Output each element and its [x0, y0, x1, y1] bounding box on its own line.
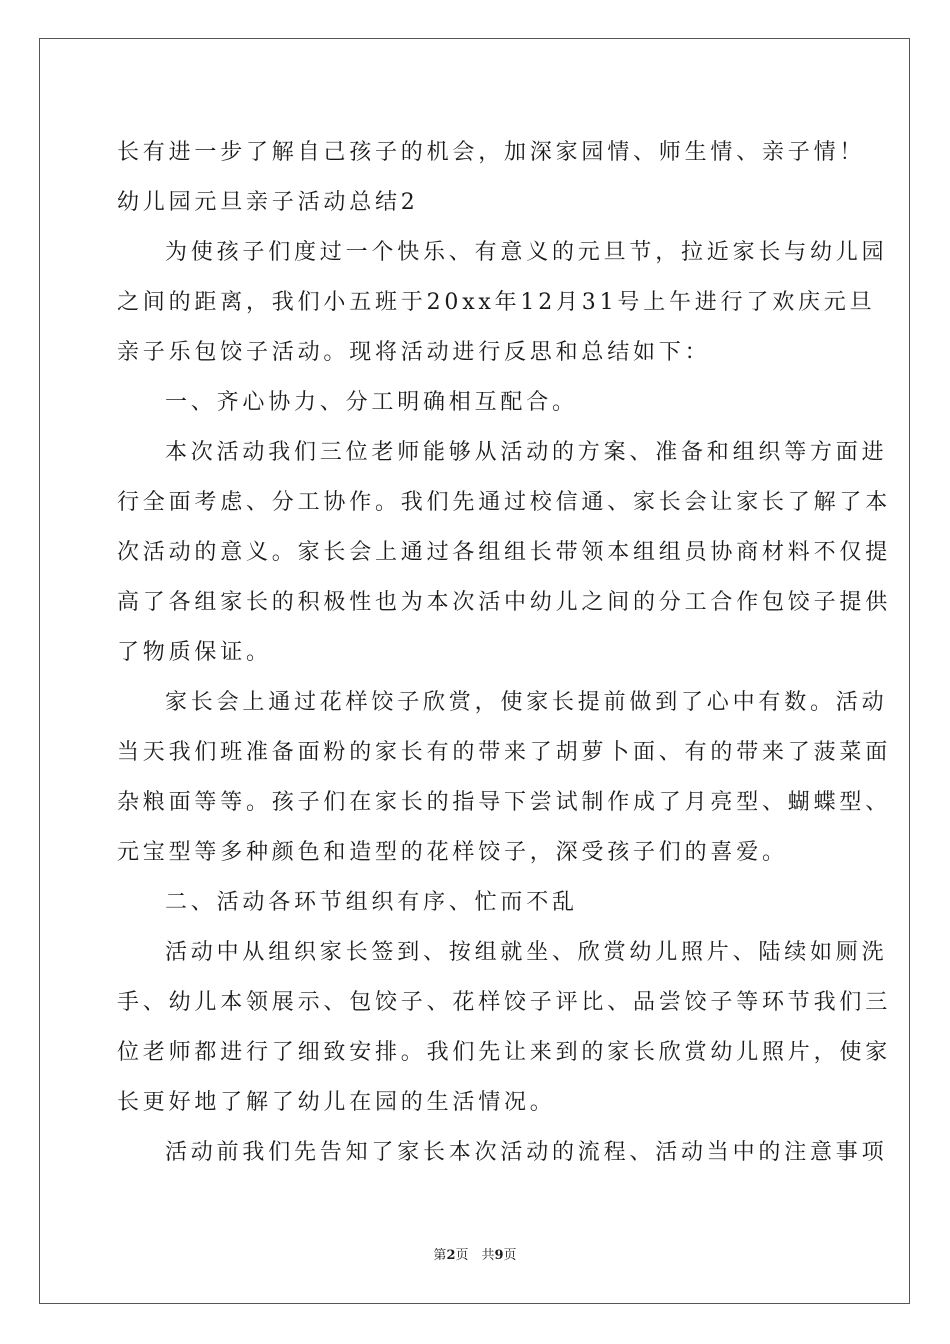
- text-line: 家长会上通过花样饺子欣赏，使家长提前做到了心中有数。活动: [165, 690, 888, 715]
- text-line: 高了各组家长的积极性也为本次活中幼儿之间的分工合作包饺子提供: [117, 590, 892, 615]
- text-line: 位老师都进行了细致安排。我们先让来到的家长欣赏幼儿照片，使家: [117, 1040, 892, 1065]
- text-line: 为使孩子们度过一个快乐、有意义的元旦节，拉近家长与幼儿园: [165, 240, 888, 265]
- document-body: [117, 128, 892, 1178]
- page-footer: [0, 1246, 950, 1266]
- text-line: 杂粮面等等。孩子们在家长的指导下尝试制作成了月亮型、蝴蝶型、: [117, 790, 892, 815]
- text-line: 长有进一步了解自己孩子的机会，加深家园情、师生情、亲子情！: [117, 140, 866, 165]
- text-line: 长更好地了解了幼儿在园的生活情况。: [117, 1090, 556, 1115]
- text-line: 亲子乐包饺子活动。现将活动进行反思和总结如下：: [117, 340, 711, 365]
- text-line: 活动前我们先告知了家长本次活动的流程、活动当中的注意事项: [165, 1140, 888, 1165]
- footer-prefix: 第: [433, 1248, 447, 1263]
- text-line: 次活动的意义。家长会上通过各组组长带领本组组员协商材料不仅提: [117, 540, 892, 565]
- text-line: 行全面考虑、分工协作。我们先通过校信通、家长会让家长了解了本: [117, 490, 892, 515]
- footer-middle: 页 共: [455, 1248, 495, 1263]
- text-line: 活动中从组织家长签到、按组就坐、欣赏幼儿照片、陆续如厕洗: [165, 940, 888, 965]
- text-line: 本次活动我们三位老师能够从活动的方案、准备和组织等方面进: [165, 440, 888, 465]
- text-line: 之间的距离，我们小五班于20xx年12月31号上午进行了欢庆元旦: [117, 290, 876, 315]
- section-title: 幼儿园元旦亲子活动总结2: [117, 190, 419, 215]
- subheading: 二、活动各环节组织有序、忙而不乱: [165, 890, 578, 915]
- text-line: 当天我们班准备面粉的家长有的带来了胡萝卜面、有的带来了菠菜面: [117, 740, 892, 765]
- subheading: 一、齐心协力、分工明确相互配合。: [165, 390, 578, 415]
- current-page-number: 2: [446, 1248, 456, 1263]
- text-line: 了物质保证。: [117, 640, 272, 665]
- text-line: 元宝型等多种颜色和造型的花样饺子，深受孩子们的喜爱。: [117, 840, 788, 865]
- total-pages-number: 9: [494, 1248, 504, 1263]
- text-line: 手、幼儿本领展示、包饺子、花样饺子评比、品尝饺子等环节我们三: [117, 990, 892, 1015]
- footer-suffix: 页: [503, 1248, 517, 1263]
